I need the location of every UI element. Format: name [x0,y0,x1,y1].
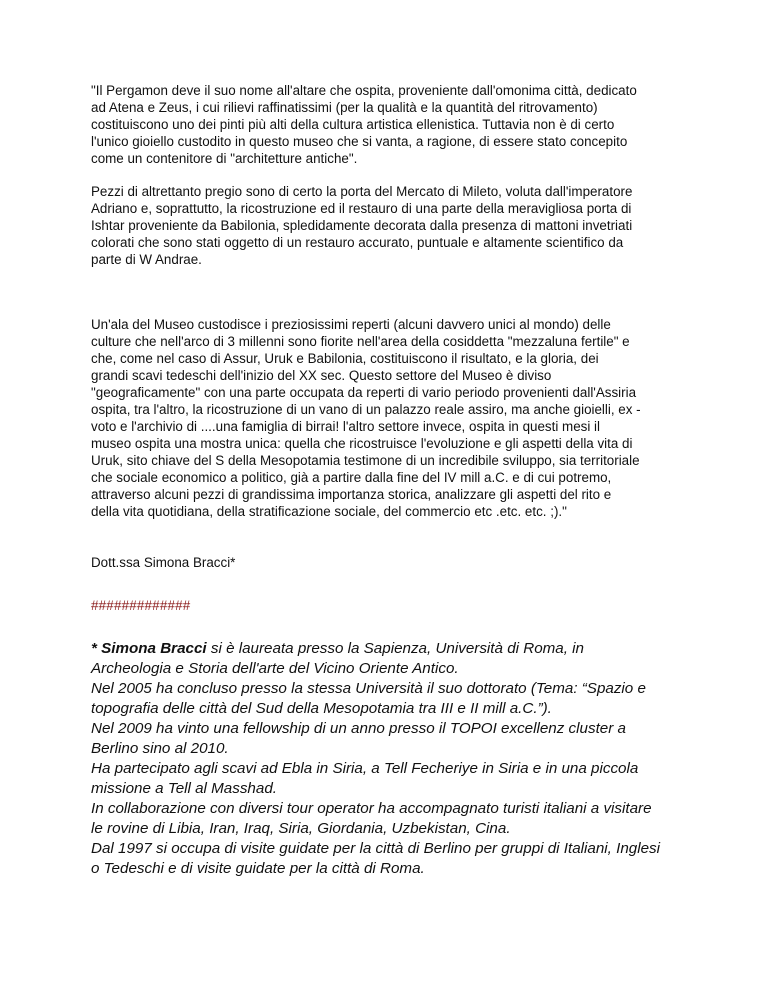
hash-separator: ############# [91,598,191,613]
author-signature: Dott.ssa Simona Bracci* [91,555,236,570]
paragraph-pergamon-altar: "Il Pergamon deve il suo nome all'altare che ospita, proveniente dall'omonima città, dedicato ad Atena e Zeus, i cui rilievi raffinatissimi (per la qualità e la quantità del ritrovamento) costituiscono uno dei pinti più alti della cultura artistica ellenistica. Tuttavia non è di certo l'unico gioiello custodito in questo museo che si vanta, a ragione, di essere stato concepito come un contenitore di "architetture antiche". [91,83,637,166]
paragraph-ishtar-gate: Pezzi di altrettanto pregio sono di certo la porta del Mercato di Mileto, voluta dall'imperatore Adriano e, soprattutto, la ricostruzione ed il restauro di una parte della meravigliosa porta di Ishtar proveniente da Babilonia, spledidamente decorata dalla presenza di mattoni invetriati colorati che sono stati oggetto di un restauro accurato, puntuale e altamente scientifico da parte di W Andrae. [91,184,633,267]
author-bio-name: * Simona Bracci [91,640,207,657]
paragraph-near-east-wing: Un'ala del Museo custodisce i preziosissimi reperti (alcuni davvero unici al mondo) delle culture che nell'arco di 3 millenni sono fiorite nell'area della cosiddetta "mezzaluna fertile" e che, come nel caso di Assur, Uruk e Babilonia, costituiscono il risultato, e la gloria, dei grandi scavi tedeschi dell'inizio del XX sec. Questo settore del Museo è diviso "geograficamente" con una parte occupata da reperti di vario periodo provenienti dall'Assiria ospita, tra l'altro, la ricostruzione di un vano di un palazzo reale assiro, ma anche gioielli, ex - voto e l'archivio di ....una famiglia di birrai! l'altro settore invece, ospita in questi mesi il museo ospita una mostra unica: quella che ricostruisce l'evoluzione e gli aspetti della vita di Uruk, sito chiave del S della Mesopotamia testimone di un incredibile sviluppo, sia territoriale che sociale economico a politico, già a partire dalla fine del IV mill a.C. e di cui potremo, attraverso alcuni pezzi di grandissima importanza storica, analizzare gli aspetti del rito e della vita quotidiana, della stratificazione sociale, del commercio etc .etc. etc. ;)." [91,317,641,519]
author-bio-text: si è laureata presso la Sapienza, Università di Roma, in Archeologia e Storia dell'arte del Vicino Oriente Antico. Nel 2005 ha concluso presso la stessa Università il suo dottorato (Tema: “Spazio e topografia delle città del Sud della Mesopotamia tra III e II mill a.C.”). Nel 2009 ha vinto una fellowship di un anno presso il TOPOI excellenz cluster a Berlino sino al 2010. Ha partecipato agli scavi ad Ebla in Siria, a Tell Fecheriye in Siria e in una piccola missione a Tell al Masshad. In collaborazione con diversi tour operator ha accompagnato turisti italiani a visitare le rovine di Libia, Iran, Iraq, Siria, Giordania, Uzbekistan, Cina. Dal 1997 si occupa di visite guidate per la città di Berlino per gruppi di Italiani, Inglesi o Tedeschi e di visite guidate per la città di Roma. [91,640,661,877]
author-bio [91,639,691,879]
